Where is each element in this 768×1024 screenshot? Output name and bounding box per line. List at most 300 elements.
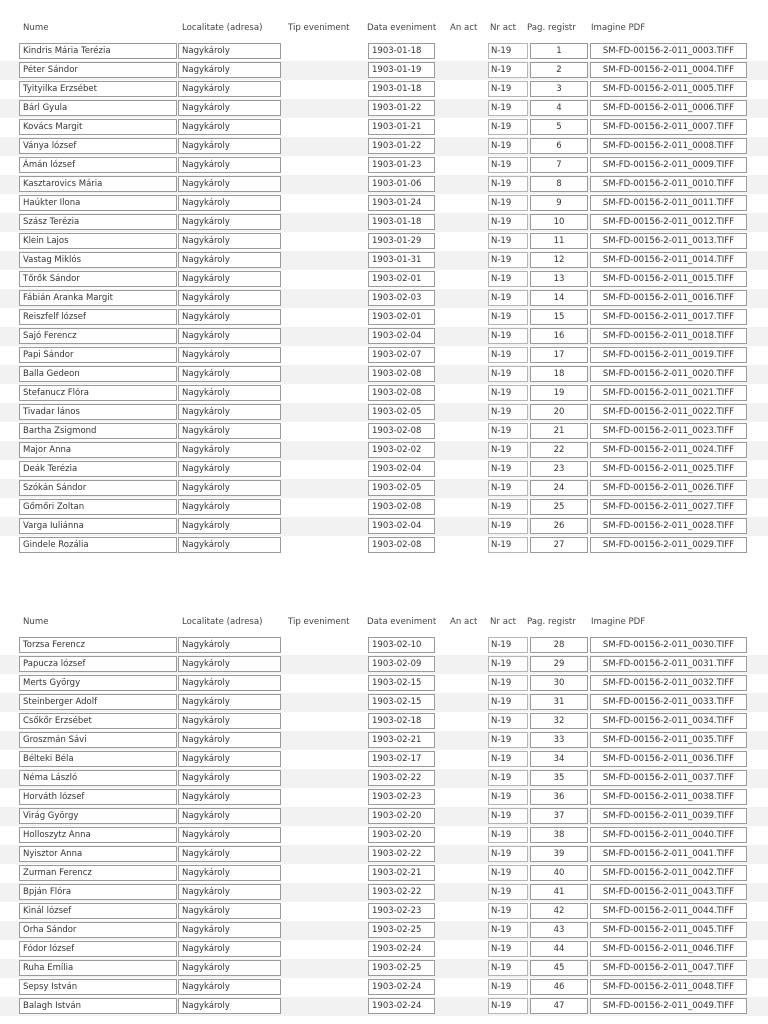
table-row <box>0 807 768 826</box>
header-tip-eveniment: Tip eveniment <box>288 617 350 627</box>
table-row <box>0 460 768 479</box>
register-page-cell: 45 <box>530 960 588 976</box>
event-date-cell: 1903-01-21 <box>368 119 435 135</box>
event-date-cell: 1903-02-24 <box>368 941 435 957</box>
name-cell: Bartha Zsigmond <box>19 423 177 439</box>
image-file-cell: SM-FD-00156-2-011_0038.TIFF <box>590 789 747 805</box>
event-date-cell: 1903-01-31 <box>368 252 435 268</box>
header-nr-act: Nr act <box>490 617 517 627</box>
event-date-cell: 1903-02-24 <box>368 998 435 1014</box>
image-file-cell: SM-FD-00156-2-011_0044.TIFF <box>590 903 747 919</box>
table-row <box>0 346 768 365</box>
event-date-cell: 1903-02-08 <box>368 537 435 553</box>
event-date-cell: 1903-02-15 <box>368 675 435 691</box>
event-date-cell: 1903-02-07 <box>368 347 435 363</box>
table-row <box>0 769 768 788</box>
image-file-cell: SM-FD-00156-2-011_0035.TIFF <box>590 732 747 748</box>
name-cell: Varga Iuliánna <box>19 518 177 534</box>
register-page-cell: 10 <box>530 214 588 230</box>
locality-cell: Nagykároly <box>178 100 281 116</box>
event-date-cell: 1903-01-18 <box>368 81 435 97</box>
table-row <box>0 921 768 940</box>
register-page-cell: 39 <box>530 846 588 862</box>
name-cell: Kovács Margit <box>19 119 177 135</box>
act-number-cell: N-19 <box>488 979 528 995</box>
locality-cell: Nagykároly <box>178 233 281 249</box>
name-cell: Stefanucz Flóra <box>19 385 177 401</box>
image-file-cell: SM-FD-00156-2-011_0003.TIFF <box>590 43 747 59</box>
event-date-cell: 1903-01-19 <box>368 62 435 78</box>
locality-cell: Nagykároly <box>178 903 281 919</box>
name-cell: Fábián Aranka Margit <box>19 290 177 306</box>
act-number-cell: N-19 <box>488 480 528 496</box>
locality-cell: Nagykároly <box>178 43 281 59</box>
event-date-cell: 1903-02-04 <box>368 461 435 477</box>
name-cell: Kasztarovics Mária <box>19 176 177 192</box>
table-row <box>0 902 768 921</box>
locality-cell: Nagykároly <box>178 637 281 653</box>
locality-cell: Nagykároly <box>178 537 281 553</box>
act-number-cell: N-19 <box>488 404 528 420</box>
name-cell: Klein Lajos <box>19 233 177 249</box>
name-cell: Bárl Gyula <box>19 100 177 116</box>
act-number-cell: N-19 <box>488 328 528 344</box>
event-date-cell: 1903-01-22 <box>368 100 435 116</box>
act-number-cell: N-19 <box>488 499 528 515</box>
name-cell: Haúkter Ilona <box>19 195 177 211</box>
image-file-cell: SM-FD-00156-2-011_0043.TIFF <box>590 884 747 900</box>
table-row <box>0 883 768 902</box>
table-row <box>0 731 768 750</box>
table-row <box>0 655 768 674</box>
image-file-cell: SM-FD-00156-2-011_0009.TIFF <box>590 157 747 173</box>
table-row <box>0 194 768 213</box>
act-number-cell: N-19 <box>488 694 528 710</box>
locality-cell: Nagykároly <box>178 214 281 230</box>
name-cell: Sajó Ferencz <box>19 328 177 344</box>
table-row <box>0 536 768 555</box>
event-date-cell: 1903-02-24 <box>368 979 435 995</box>
event-date-cell: 1903-02-21 <box>368 865 435 881</box>
table-row <box>0 99 768 118</box>
name-cell: Ványa lózsef <box>19 138 177 154</box>
table-row <box>0 327 768 346</box>
event-date-cell: 1903-02-09 <box>368 656 435 672</box>
name-cell: Deák Terézia <box>19 461 177 477</box>
name-cell: Kindris Mária Terézia <box>19 43 177 59</box>
image-file-cell: SM-FD-00156-2-011_0008.TIFF <box>590 138 747 154</box>
image-file-cell: SM-FD-00156-2-011_0037.TIFF <box>590 770 747 786</box>
column-header-row <box>0 0 768 42</box>
event-date-cell: 1903-02-22 <box>368 846 435 862</box>
name-cell: Sepsy István <box>19 979 177 995</box>
locality-cell: Nagykároly <box>178 713 281 729</box>
locality-cell: Nagykároly <box>178 922 281 938</box>
act-number-cell: N-19 <box>488 347 528 363</box>
register-page-cell: 32 <box>530 713 588 729</box>
locality-cell: Nagykároly <box>178 195 281 211</box>
header-an-act: An act <box>450 617 478 627</box>
act-number-cell: N-19 <box>488 656 528 672</box>
table-row <box>0 997 768 1016</box>
register-page-cell: 17 <box>530 347 588 363</box>
act-number-cell: N-19 <box>488 770 528 786</box>
name-cell: Zurman Ferencz <box>19 865 177 881</box>
image-file-cell: SM-FD-00156-2-011_0007.TIFF <box>590 119 747 135</box>
act-number-cell: N-19 <box>488 309 528 325</box>
event-date-cell: 1903-01-29 <box>368 233 435 249</box>
image-file-cell: SM-FD-00156-2-011_0012.TIFF <box>590 214 747 230</box>
name-cell: Néma László <box>19 770 177 786</box>
name-cell: Balla Gedeon <box>19 366 177 382</box>
register-page-cell: 36 <box>530 789 588 805</box>
table-row <box>0 156 768 175</box>
register-page-cell: 41 <box>530 884 588 900</box>
table-row <box>0 940 768 959</box>
register-page-cell: 16 <box>530 328 588 344</box>
event-date-cell: 1903-02-10 <box>368 637 435 653</box>
register-page-cell: 3 <box>530 81 588 97</box>
event-date-cell: 1903-01-22 <box>368 138 435 154</box>
act-number-cell: N-19 <box>488 252 528 268</box>
table-row <box>0 750 768 769</box>
act-number-cell: N-19 <box>488 119 528 135</box>
act-number-cell: N-19 <box>488 195 528 211</box>
name-cell: Fódor lózsef <box>19 941 177 957</box>
image-file-cell: SM-FD-00156-2-011_0030.TIFF <box>590 637 747 653</box>
image-file-cell: SM-FD-00156-2-011_0010.TIFF <box>590 176 747 192</box>
locality-cell: Nagykároly <box>178 138 281 154</box>
locality-cell: Nagykároly <box>178 808 281 824</box>
event-date-cell: 1903-02-18 <box>368 713 435 729</box>
register-page-cell: 46 <box>530 979 588 995</box>
name-cell: Tivadar lános <box>19 404 177 420</box>
image-file-cell: SM-FD-00156-2-011_0005.TIFF <box>590 81 747 97</box>
image-file-cell: SM-FD-00156-2-011_0040.TIFF <box>590 827 747 843</box>
table-row <box>0 80 768 99</box>
event-date-cell: 1903-01-18 <box>368 214 435 230</box>
name-cell: Merts György <box>19 675 177 691</box>
register-page-cell: 29 <box>530 656 588 672</box>
header-nume: Nume <box>23 617 49 627</box>
name-cell: Vastag Miklós <box>19 252 177 268</box>
act-number-cell: N-19 <box>488 713 528 729</box>
register-page-cell: 20 <box>530 404 588 420</box>
table-row <box>0 289 768 308</box>
event-date-cell: 1903-02-22 <box>368 884 435 900</box>
register-page-cell: 30 <box>530 675 588 691</box>
register-page-cell: 24 <box>530 480 588 496</box>
event-date-cell: 1903-02-01 <box>368 309 435 325</box>
name-cell: Reiszfelf lózsef <box>19 309 177 325</box>
locality-cell: Nagykároly <box>178 366 281 382</box>
image-file-cell: SM-FD-00156-2-011_0036.TIFF <box>590 751 747 767</box>
header-nume: Nume <box>23 23 49 33</box>
event-date-cell: 1903-02-25 <box>368 960 435 976</box>
image-file-cell: SM-FD-00156-2-011_0047.TIFF <box>590 960 747 976</box>
register-sheet-2 <box>0 594 768 1016</box>
register-page-cell: 26 <box>530 518 588 534</box>
act-number-cell: N-19 <box>488 157 528 173</box>
event-date-cell: 1903-02-20 <box>368 827 435 843</box>
image-file-cell: SM-FD-00156-2-011_0022.TIFF <box>590 404 747 420</box>
act-number-cell: N-19 <box>488 442 528 458</box>
act-number-cell: N-19 <box>488 960 528 976</box>
image-file-cell: SM-FD-00156-2-011_0046.TIFF <box>590 941 747 957</box>
act-number-cell: N-19 <box>488 846 528 862</box>
name-cell: Holloszytz Anna <box>19 827 177 843</box>
image-file-cell: SM-FD-00156-2-011_0026.TIFF <box>590 480 747 496</box>
act-number-cell: N-19 <box>488 637 528 653</box>
table-row <box>0 864 768 883</box>
event-date-cell: 1903-02-22 <box>368 770 435 786</box>
register-page-cell: 40 <box>530 865 588 881</box>
image-file-cell: SM-FD-00156-2-011_0011.TIFF <box>590 195 747 211</box>
event-date-cell: 1903-01-24 <box>368 195 435 211</box>
table-row <box>0 674 768 693</box>
register-page-cell: 27 <box>530 537 588 553</box>
event-date-cell: 1903-02-23 <box>368 903 435 919</box>
locality-cell: Nagykároly <box>178 732 281 748</box>
register-page-cell: 11 <box>530 233 588 249</box>
name-cell: Steinberger Adolf <box>19 694 177 710</box>
image-file-cell: SM-FD-00156-2-011_0006.TIFF <box>590 100 747 116</box>
header-tip-eveniment: Tip eveniment <box>288 23 350 33</box>
event-date-cell: 1903-02-20 <box>368 808 435 824</box>
name-cell: Bpján Flóra <box>19 884 177 900</box>
table-row <box>0 61 768 80</box>
locality-cell: Nagykároly <box>178 518 281 534</box>
act-number-cell: N-19 <box>488 290 528 306</box>
name-cell: Gőmőri Zoltan <box>19 499 177 515</box>
name-cell: Szász Terézia <box>19 214 177 230</box>
name-cell: Balagh István <box>19 998 177 1014</box>
event-date-cell: 1903-02-23 <box>368 789 435 805</box>
image-file-cell: SM-FD-00156-2-011_0016.TIFF <box>590 290 747 306</box>
event-date-cell: 1903-02-21 <box>368 732 435 748</box>
act-number-cell: N-19 <box>488 903 528 919</box>
act-number-cell: N-19 <box>488 537 528 553</box>
locality-cell: Nagykároly <box>178 62 281 78</box>
image-file-cell: SM-FD-00156-2-011_0039.TIFF <box>590 808 747 824</box>
act-number-cell: N-19 <box>488 751 528 767</box>
image-file-cell: SM-FD-00156-2-011_0020.TIFF <box>590 366 747 382</box>
header-imagine-pdf: Imagine PDF <box>591 617 646 627</box>
header-an-act: An act <box>450 23 478 33</box>
name-cell: Kinál lózsef <box>19 903 177 919</box>
table-row <box>0 270 768 289</box>
header-nr-act: Nr act <box>490 23 517 33</box>
table-row <box>0 403 768 422</box>
register-page-cell: 5 <box>530 119 588 135</box>
image-file-cell: SM-FD-00156-2-011_0004.TIFF <box>590 62 747 78</box>
table-row <box>0 42 768 61</box>
act-number-cell: N-19 <box>488 176 528 192</box>
image-file-cell: SM-FD-00156-2-011_0029.TIFF <box>590 537 747 553</box>
table-row <box>0 232 768 251</box>
locality-cell: Nagykároly <box>178 751 281 767</box>
header-localitate: Localitate (adresa) <box>182 617 263 627</box>
event-date-cell: 1903-02-04 <box>368 518 435 534</box>
act-number-cell: N-19 <box>488 423 528 439</box>
header-pag-registr: Pag. registr <box>527 23 576 33</box>
event-date-cell: 1903-02-08 <box>368 499 435 515</box>
table-row <box>0 365 768 384</box>
locality-cell: Nagykároly <box>178 423 281 439</box>
act-number-cell: N-19 <box>488 998 528 1014</box>
locality-cell: Nagykároly <box>178 846 281 862</box>
image-file-cell: SM-FD-00156-2-011_0018.TIFF <box>590 328 747 344</box>
locality-cell: Nagykároly <box>178 656 281 672</box>
table-row <box>0 959 768 978</box>
locality-cell: Nagykároly <box>178 827 281 843</box>
locality-cell: Nagykároly <box>178 328 281 344</box>
event-date-cell: 1903-02-05 <box>368 480 435 496</box>
table-row <box>0 693 768 712</box>
header-data-eveniment: Data eveniment <box>367 23 437 33</box>
name-cell: Horváth lózsef <box>19 789 177 805</box>
header-data-eveniment: Data eveniment <box>367 617 437 627</box>
locality-cell: Nagykároly <box>178 789 281 805</box>
event-date-cell: 1903-02-08 <box>368 366 435 382</box>
register-page-cell: 44 <box>530 941 588 957</box>
register-page-cell: 18 <box>530 366 588 382</box>
image-file-cell: SM-FD-00156-2-011_0019.TIFF <box>590 347 747 363</box>
name-cell: Virág György <box>19 808 177 824</box>
locality-cell: Nagykároly <box>178 404 281 420</box>
locality-cell: Nagykároly <box>178 499 281 515</box>
locality-cell: Nagykároly <box>178 770 281 786</box>
name-cell: Nyisztor Anna <box>19 846 177 862</box>
act-number-cell: N-19 <box>488 214 528 230</box>
name-cell: Tőrők Sándor <box>19 271 177 287</box>
act-number-cell: N-19 <box>488 922 528 938</box>
register-page-cell: 28 <box>530 637 588 653</box>
image-file-cell: SM-FD-00156-2-011_0034.TIFF <box>590 713 747 729</box>
name-cell: Torzsa Ferencz <box>19 637 177 653</box>
act-number-cell: N-19 <box>488 138 528 154</box>
column-header-row <box>0 594 768 636</box>
locality-cell: Nagykároly <box>178 884 281 900</box>
image-file-cell: SM-FD-00156-2-011_0021.TIFF <box>590 385 747 401</box>
header-localitate: Localitate (adresa) <box>182 23 263 33</box>
image-file-cell: SM-FD-00156-2-011_0032.TIFF <box>590 675 747 691</box>
image-file-cell: SM-FD-00156-2-011_0031.TIFF <box>590 656 747 672</box>
locality-cell: Nagykároly <box>178 979 281 995</box>
act-number-cell: N-19 <box>488 461 528 477</box>
act-number-cell: N-19 <box>488 675 528 691</box>
register-page-cell: 23 <box>530 461 588 477</box>
register-page-cell: 47 <box>530 998 588 1014</box>
act-number-cell: N-19 <box>488 385 528 401</box>
register-page-cell: 13 <box>530 271 588 287</box>
image-file-cell: SM-FD-00156-2-011_0015.TIFF <box>590 271 747 287</box>
table-row <box>0 498 768 517</box>
event-date-cell: 1903-02-08 <box>368 423 435 439</box>
name-cell: Bélteki Béla <box>19 751 177 767</box>
register-page-cell: 43 <box>530 922 588 938</box>
act-number-cell: N-19 <box>488 62 528 78</box>
act-number-cell: N-19 <box>488 865 528 881</box>
event-date-cell: 1903-01-18 <box>368 43 435 59</box>
locality-cell: Nagykároly <box>178 385 281 401</box>
table-row <box>0 441 768 460</box>
locality-cell: Nagykároly <box>178 157 281 173</box>
image-file-cell: SM-FD-00156-2-011_0027.TIFF <box>590 499 747 515</box>
act-number-cell: N-19 <box>488 941 528 957</box>
table-row <box>0 137 768 156</box>
register-page-cell: 34 <box>530 751 588 767</box>
register-rows <box>0 636 768 1016</box>
image-file-cell: SM-FD-00156-2-011_0014.TIFF <box>590 252 747 268</box>
header-pag-registr: Pag. registr <box>527 617 576 627</box>
register-page-cell: 1 <box>530 43 588 59</box>
name-cell: Orha Sándor <box>19 922 177 938</box>
header-imagine-pdf: Imagine PDF <box>591 23 646 33</box>
event-date-cell: 1903-02-17 <box>368 751 435 767</box>
locality-cell: Nagykároly <box>178 694 281 710</box>
register-page-cell: 42 <box>530 903 588 919</box>
act-number-cell: N-19 <box>488 789 528 805</box>
table-row <box>0 826 768 845</box>
register-page-cell: 31 <box>530 694 588 710</box>
name-cell: Péter Sándor <box>19 62 177 78</box>
act-number-cell: N-19 <box>488 233 528 249</box>
event-date-cell: 1903-02-15 <box>368 694 435 710</box>
register-page-cell: 37 <box>530 808 588 824</box>
act-number-cell: N-19 <box>488 81 528 97</box>
locality-cell: Nagykároly <box>178 347 281 363</box>
event-date-cell: 1903-02-01 <box>368 271 435 287</box>
register-rows <box>0 42 768 555</box>
image-file-cell: SM-FD-00156-2-011_0017.TIFF <box>590 309 747 325</box>
image-file-cell: SM-FD-00156-2-011_0041.TIFF <box>590 846 747 862</box>
image-file-cell: SM-FD-00156-2-011_0023.TIFF <box>590 423 747 439</box>
locality-cell: Nagykároly <box>178 252 281 268</box>
register-page-cell: 9 <box>530 195 588 211</box>
register-page-cell: 21 <box>530 423 588 439</box>
act-number-cell: N-19 <box>488 100 528 116</box>
register-page-cell: 7 <box>530 157 588 173</box>
event-date-cell: 1903-02-08 <box>368 385 435 401</box>
register-page-cell: 4 <box>530 100 588 116</box>
image-file-cell: SM-FD-00156-2-011_0013.TIFF <box>590 233 747 249</box>
event-date-cell: 1903-02-05 <box>368 404 435 420</box>
name-cell: Ámán lózsef <box>19 157 177 173</box>
locality-cell: Nagykároly <box>178 998 281 1014</box>
table-row <box>0 788 768 807</box>
register-page-cell: 35 <box>530 770 588 786</box>
name-cell: Papi Sándor <box>19 347 177 363</box>
act-number-cell: N-19 <box>488 808 528 824</box>
table-row <box>0 422 768 441</box>
locality-cell: Nagykároly <box>178 960 281 976</box>
locality-cell: Nagykároly <box>178 865 281 881</box>
act-number-cell: N-19 <box>488 271 528 287</box>
register-page-cell: 12 <box>530 252 588 268</box>
register-page-cell: 15 <box>530 309 588 325</box>
locality-cell: Nagykároly <box>178 271 281 287</box>
locality-cell: Nagykároly <box>178 675 281 691</box>
register-page-cell: 6 <box>530 138 588 154</box>
locality-cell: Nagykároly <box>178 461 281 477</box>
image-file-cell: SM-FD-00156-2-011_0042.TIFF <box>590 865 747 881</box>
table-row <box>0 384 768 403</box>
table-row <box>0 308 768 327</box>
image-file-cell: SM-FD-00156-2-011_0045.TIFF <box>590 922 747 938</box>
act-number-cell: N-19 <box>488 732 528 748</box>
register-page-cell: 33 <box>530 732 588 748</box>
